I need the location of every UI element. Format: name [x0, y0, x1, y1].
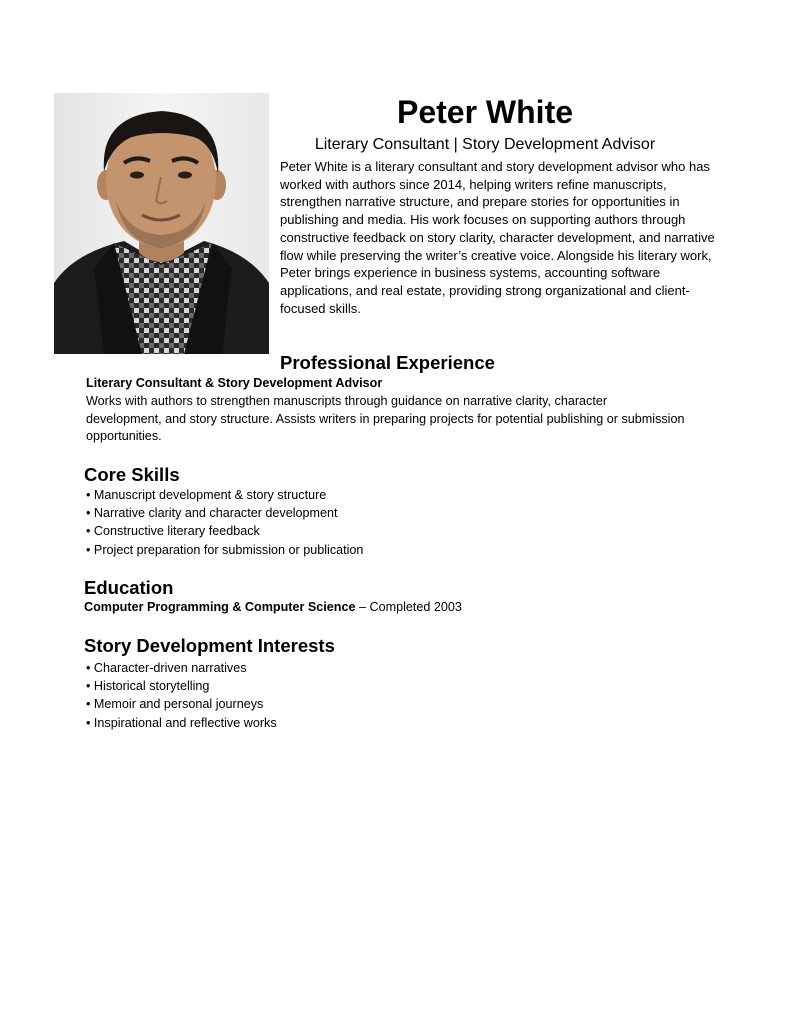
interest-item: • Character-driven narratives — [86, 659, 277, 677]
skill-item: • Manuscript development & story structure — [86, 486, 363, 504]
skill-item: • Project preparation for submission or publication — [86, 541, 363, 559]
interests-heading: Story Development Interests — [84, 635, 335, 656]
job-title: Literary Consultant | Story Development Advisor — [314, 136, 656, 153]
experience-heading: Professional Experience — [280, 352, 495, 373]
experience-description: Works with authors to strengthen manuscripts through guidance on narrative clarity, character development, and story structure. Assists writers in preparing projects for potential publishing or submission opportunities. — [86, 394, 685, 443]
person-name: Peter White — [396, 94, 574, 130]
skill-item: • Constructive literary feedback — [86, 522, 363, 540]
education-completion: – Completed 2003 — [355, 600, 462, 614]
interest-item: • Inspirational and reflective works — [86, 714, 277, 732]
profile-photo — [54, 93, 269, 354]
education-entry — [84, 599, 462, 616]
skills-heading: Core Skills — [84, 464, 180, 485]
interests-list — [86, 659, 277, 732]
interest-item: • Memoir and personal journeys — [86, 695, 277, 713]
skills-list — [86, 486, 363, 559]
interest-item: • Historical storytelling — [86, 677, 277, 695]
skill-item: • Narrative clarity and character development — [86, 504, 363, 522]
education-degree: Computer Programming & Computer Science — [84, 600, 356, 614]
experience-title: Literary Consultant & Story Development Advisor — [86, 376, 383, 390]
education-heading: Education — [84, 577, 174, 598]
bio-paragraph: Peter White is a literary consultant and story development advisor who has worked with authors since 2014, helping writers refine manuscripts, strengthen narrative structure, and prepare stories for opportunities in publishing and media. His work focuses on supporting authors through constructive feedback on story clarity, character development, and narrative flow while preserving the writer’s creative voice. Alongside his literary work, Peter brings experience in business systems, accounting software applications, and real estate, providing strong organizational and client-focused skills. — [280, 159, 715, 316]
